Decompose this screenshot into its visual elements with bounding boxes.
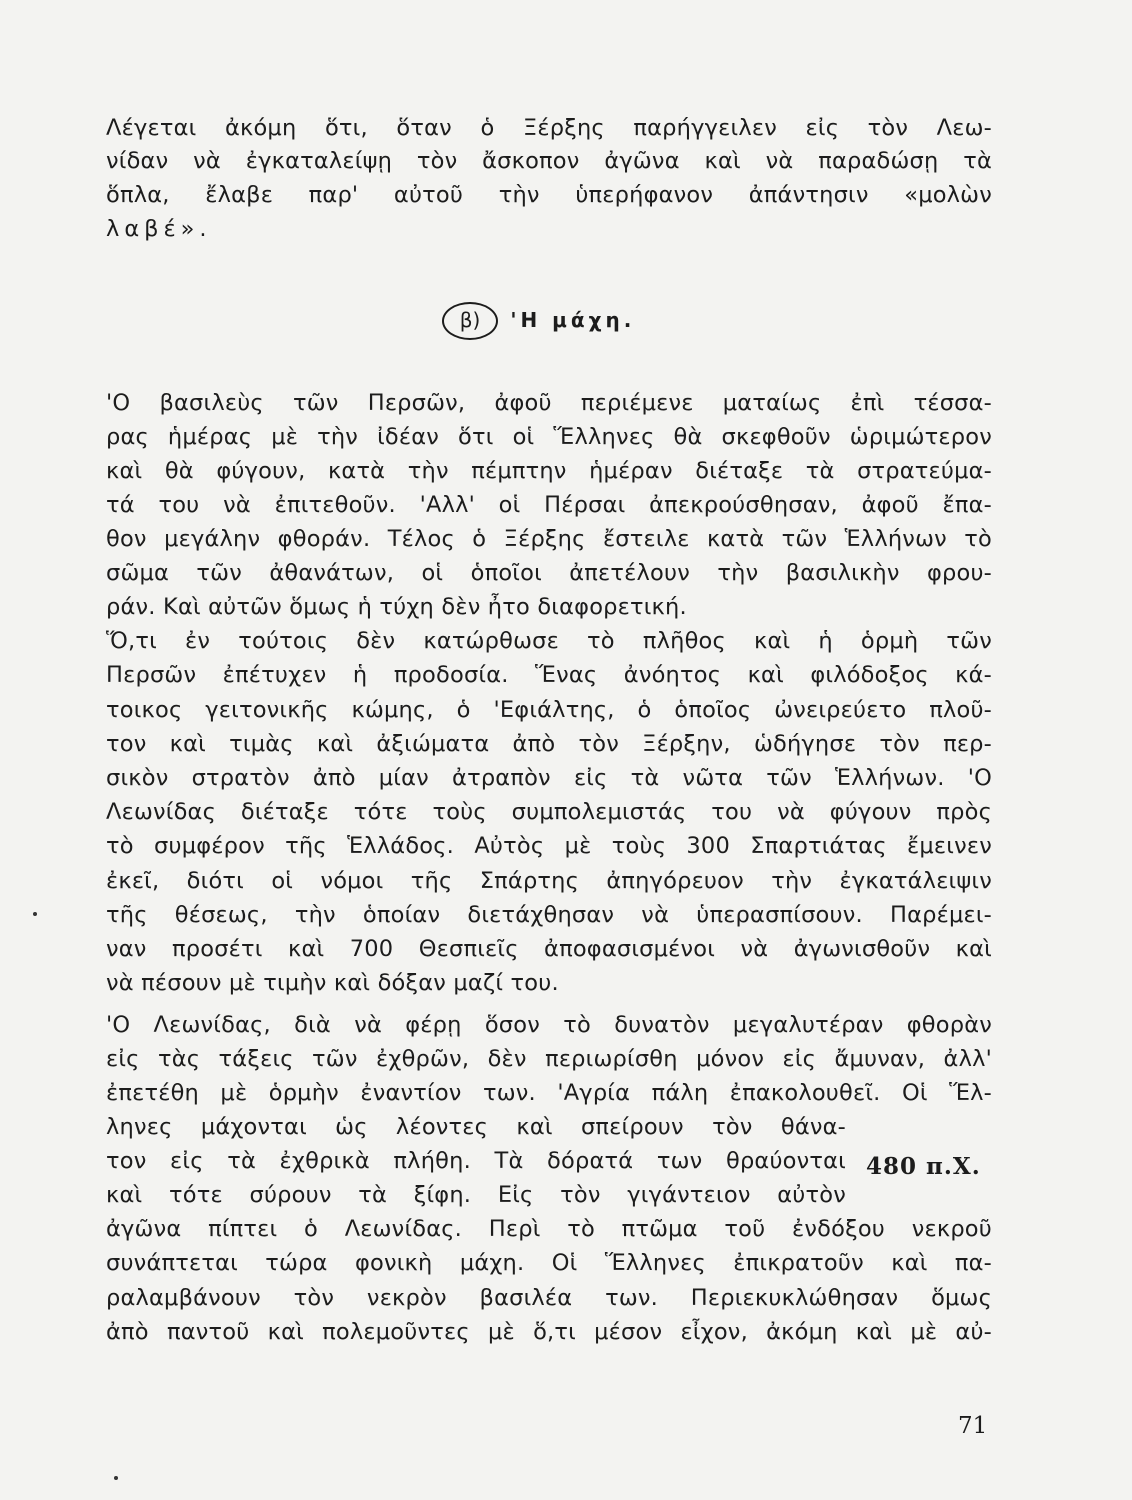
text-line: Λεωνίδας διέταξε τότε τοὺς συμπολεμιστάς του νὰ φύγουν πρὸς [106, 799, 992, 825]
text-line: λαβέ». [106, 216, 212, 242]
text-line: εἰς τὰς τάξεις τῶν ἐχθρῶν, δὲν περιωρίσθη μόνον εἰς ἄμυναν, ἀλλ' [106, 1046, 992, 1072]
scan-speck [33, 912, 37, 916]
text-line: ἀγῶνα πίπτει ὁ Λεωνίδας. Περὶ τὸ πτῶμα τοῦ ἐνδόξου νεκροῦ [106, 1216, 992, 1242]
text-line: ραλαμβάνουν τὸν νεκρὸν βασιλέα των. Περιεκυκλώθησαν ὅμως [106, 1285, 992, 1311]
text-line: τὸ συμφέρον τῆς Ἑλλάδος. Αὐτὸς μὲ τοὺς 300 Σπαρτιάτας ἔμεινεν [106, 833, 992, 859]
scan-speck [114, 1476, 118, 1480]
text-line: ράν. Καὶ αὐτῶν ὅμως ἡ τύχη δὲν ἦτο διαφορετική. [106, 594, 687, 620]
text-line: συνάπτεται τώρα φονικὴ μάχη. Οἱ Ἕλληνες ἐπικρατοῦν καὶ πα- [106, 1250, 992, 1276]
margin-date: 480 π.Χ. [866, 1153, 981, 1180]
text-line: νίδαν νὰ ἐγκαταλείψῃ τὸν ἄσκοπον ἀγῶνα καὶ νὰ παραδώσῃ τὰ [106, 148, 992, 174]
text-line: Περσῶν ἐπέτυχεν ἡ προδοσία. Ἕνας ἀνόητος καὶ φιλόδοξος κά- [106, 662, 992, 688]
section-heading [442, 302, 635, 340]
text-line: καὶ θὰ φύγουν, κατὰ τὴν πέμπτην ἡμέραν διέταξε τὰ στρατεύμα- [106, 458, 992, 484]
text-line: τον καὶ τιμὰς καὶ ἀξιώματα ἀπὸ τὸν Ξέρξην, ὡδήγησε τὸν περ- [106, 731, 992, 757]
section-label-circled: β) [442, 302, 498, 340]
text-line: τον εἰς τὰ ἐχθρικὰ πλήθη. Τὰ δόρατά των θραύονται [106, 1148, 846, 1174]
text-line: τά του νὰ ἐπιτεθοῦν. 'Αλλ' οἱ Πέρσαι ἀπεκρούσθησαν, ἀφοῦ ἔπα- [106, 492, 992, 518]
text-line: ληνες μάχονται ὡς λέοντες καὶ σπείρουν τὸν θάνα- [106, 1114, 846, 1140]
text-line: ρας ἡμέρας μὲ τὴν ἰδέαν ὅτι οἱ Ἕλληνες θὰ σκεφθοῦν ὡριμώτερον [106, 424, 992, 450]
text-line: τῆς θέσεως, τὴν ὁποίαν διετάχθησαν νὰ ὑπερασπίσουν. Παρέμει- [106, 902, 992, 928]
text-line: τοικος γειτονικῆς κώμης, ὁ 'Εφιάλτης, ὁ ὁποῖος ὠνειρεύετο πλοῦ- [106, 697, 992, 723]
text-line: 'Ο βασιλεὺς τῶν Περσῶν, ἀφοῦ περιέμενε ματαίως ἐπὶ τέσσα- [106, 390, 992, 416]
text-line: σικὸν στρατὸν ἀπὸ μίαν ἀτραπὸν εἰς τὰ νῶτα τῶν Ἑλλήνων. 'Ο [106, 765, 992, 791]
text-line: θον μεγάλην φθοράν. Τέλος ὁ Ξέρξης ἔστειλε κατὰ τῶν Ἑλλήνων τὸ [106, 526, 992, 552]
text-line: ἀπὸ παντοῦ καὶ πολεμοῦντες μὲ ὅ,τι μέσον εἶχον, ἀκόμη καὶ μὲ αὐ- [106, 1319, 992, 1345]
text-line: Ὅ,τι ἐν τούτοις δὲν κατώρθωσε τὸ πλῆθος καὶ ἡ ὁρμὴ τῶν [106, 628, 992, 654]
text-line: ναν προσέτι καὶ 700 Θεσπιεῖς ἀποφασισμένοι νὰ ἀγωνισθοῦν καὶ [106, 936, 992, 962]
page-number: 71 [958, 1413, 988, 1439]
text-line: Λέγεται ἀκόμη ὅτι, ὅταν ὁ Ξέρξης παρήγγειλεν εἰς τὸν Λεω- [106, 115, 992, 141]
text-line: 'Ο Λεωνίδας, διὰ νὰ φέρῃ ὅσον τὸ δυνατὸν μεγαλυτέραν φθορὰν [106, 1012, 992, 1038]
text-line: ἐπετέθη μὲ ὁρμὴν ἐναντίον των. 'Αγρία πάλη ἐπακολουθεῖ. Οἱ Ἕλ- [106, 1080, 992, 1106]
text-line: νὰ πέσουν μὲ τιμὴν καὶ δόξαν μαζί του. [106, 970, 559, 996]
section-title: 'Η μάχη. [510, 308, 636, 332]
text-line: ὅπλα, ἔλαβε παρ' αὐτοῦ τὴν ὑπερήφανον ἀπάντησιν «μολὼν [106, 182, 992, 208]
text-line: ἐκεῖ, διότι οἱ νόμοι τῆς Σπάρτης ἀπηγόρευον τὴν ἐγκατάλειψιν [106, 868, 992, 894]
text-line: σῶμα τῶν ἀθανάτων, οἱ ὁποῖοι ἀπετέλουν τὴν βασιλικὴν φρου- [106, 560, 992, 586]
text-line: καὶ τότε σύρουν τὰ ξίφη. Εἰς τὸν γιγάντειον αὐτὸν [106, 1182, 846, 1208]
